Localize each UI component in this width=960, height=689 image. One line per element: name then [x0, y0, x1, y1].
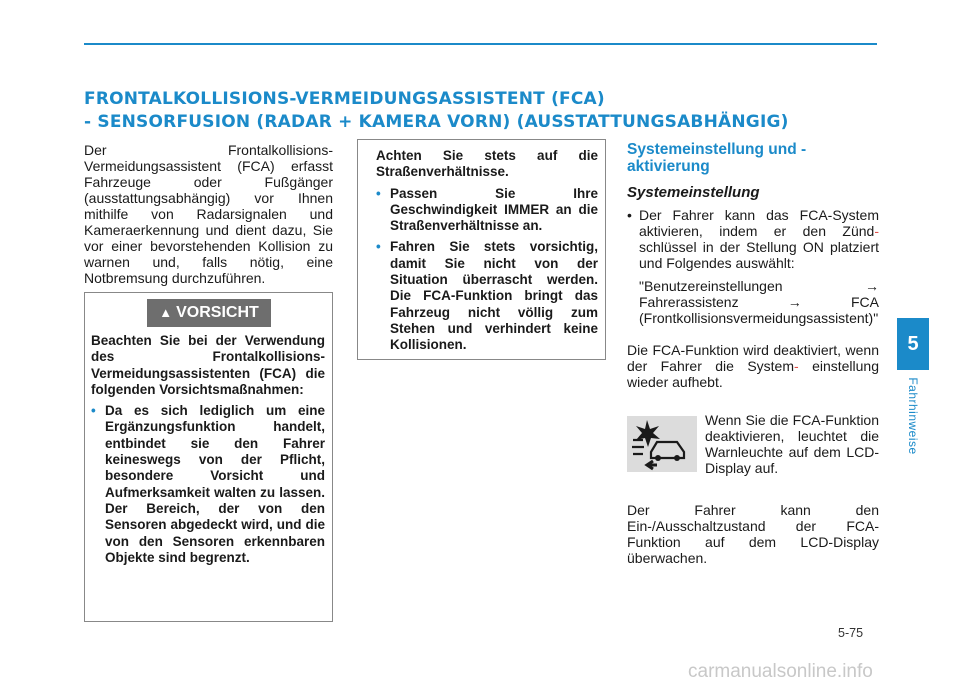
caution-box-continued: [357, 139, 606, 360]
chapter-label: Fahrhinweise: [906, 377, 920, 455]
fca-warning-light-icon: [627, 416, 697, 472]
subsection-heading: Systemeinstellung und -aktivierung: [627, 141, 807, 175]
warning-triangle-icon: ▲: [159, 305, 173, 320]
intro-paragraph: Der Frontalkollisions-Vermeidungsassistent (FCA) erfasst Fahrzeuge oder Fußgänger (ausstattungsabhängig) vor Ihnen mithilfe von Radarsignalen und Kameraerkennung und dient dazu, Sie vor einer bevorstehenden Kollision zu warnen und, falls nötig, eine Notbremsung durchzuführen.: [84, 142, 333, 286]
subsection-subheading: Systemeinstellung: [627, 184, 760, 201]
deactivation-paragraph: Die FCA-Funktion wird deaktiviert, wenn der Fahrer die System- einstellung wieder aufhebt.: [627, 342, 879, 390]
caution-bullet: • Da es sich lediglich um eine Ergänzungsfunktion handelt, entbindet sie den Fahrer keineswegs von der Pflicht, besondere Vorsicht und Aufmerksamkeit walten zu lassen. Der Bereich, der von den Sensoren abgedeckt wird, und die von den Sensoren erkennbaren Objekte sind begrenzt.: [91, 403, 325, 566]
caution2-bullet-careful: • Fahren Sie stets vorsichtig, damit Sie nicht von der Situation überrascht werden. Die FCA-Funktion bringt das Fahrzeug nicht völlig zum Stehen und verhindert keine Kollisionen.: [376, 239, 598, 353]
caution-header: [147, 299, 271, 327]
monitor-paragraph: Der Fahrer kann den Ein-/Ausschaltzustand der FCA-Funktion auf dem LCD-Display überwachen.: [627, 502, 879, 566]
warning-light-text: Wenn Sie die FCA-Funktion deaktivieren, leuchtet die Warnleuchte auf dem LCD-Display auf.: [705, 412, 879, 476]
caution2-bullet-speed: • Passen Sie Ihre Geschwindigkeit IMMER an die Straßenverhältnisse an.: [376, 186, 598, 235]
chapter-tab: 5: [897, 318, 929, 370]
page-number: 5-75: [838, 626, 864, 640]
hyphen-mark: -: [874, 223, 879, 239]
section-title-line2: - SENSORFUSION (RADAR + KAMERA VORN) (AUSSTATTUNGSABHÄNGIG): [84, 112, 789, 132]
caution-body: [91, 333, 325, 566]
arrow-icon: →: [865, 278, 879, 294]
caution-label: VORSICHT: [176, 304, 259, 321]
caution-continued-body: [376, 148, 598, 354]
settings-column: [627, 138, 879, 566]
watermark: carmanualsonline.info: [688, 661, 873, 682]
section-title-line1: FRONTALKOLLISIONS-VERMEIDUNGSASSISTENT (FCA): [84, 89, 605, 109]
warning-light-row: [627, 412, 879, 498]
menu-path: "Benutzereinstellungen → Fahrerassistenz → FCA (Frontkollisionsvermeidungsassistent)": [639, 278, 879, 326]
arrow-icon: →: [787, 294, 802, 310]
top-rule: [84, 43, 877, 45]
caution2-intro: Achten Sie stets auf die Straßenverhältnisse.: [376, 148, 598, 180]
caution-box: [84, 292, 333, 622]
settings-bullet: • Der Fahrer kann das FCA-System aktivieren, indem er den Zünd- schlüssel in der Stellung ON platziert und Folgendes auswählt:: [627, 207, 879, 271]
caution-intro: Beachten Sie bei der Verwendung des Frontalkollisions-Vermeidungsassistenten (FCA) die folgenden Vorsichtsmaßnahmen:: [91, 333, 325, 397]
hyphen-mark: -: [794, 358, 799, 374]
